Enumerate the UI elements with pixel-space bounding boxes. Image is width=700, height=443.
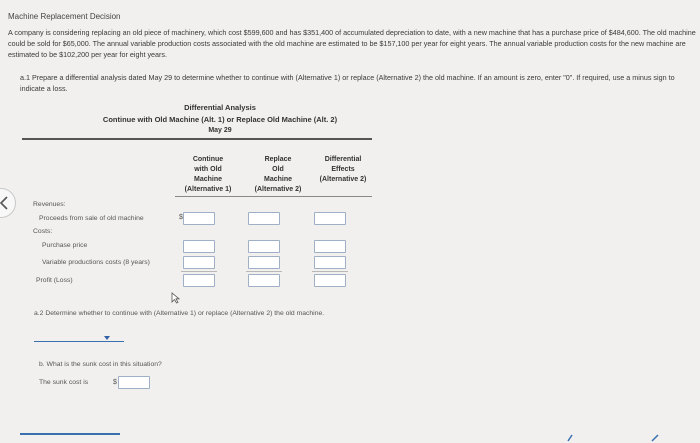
col1-line2: with Old: [194, 166, 222, 173]
column-header-differential: [308, 155, 378, 185]
purchase-diff-input[interactable]: [314, 240, 346, 253]
total-rule-alt2: [246, 271, 282, 272]
sunk-currency-symbol: $: [113, 379, 117, 386]
col2-line4: (Alternative 2): [254, 186, 302, 193]
page-title: Machine Replacement Decision: [8, 12, 121, 21]
purchase-alt2-input[interactable]: [248, 240, 280, 253]
col1-line4: (Alternative 1): [184, 186, 232, 193]
row-label-revenues: Revenues:: [33, 201, 66, 208]
col3-line3: Effects: [331, 166, 355, 173]
col3-line4: (Alternative 2): [319, 176, 367, 183]
col1-line1: Continue: [192, 156, 224, 163]
sunk-cost-input[interactable]: [118, 376, 150, 389]
analysis-subheading: Continue with Old Machine (Alt. 1) or Replace Old Machine (Alt. 2): [102, 115, 338, 124]
col2-line2: Old: [272, 166, 284, 173]
profit-alt2-input[interactable]: [248, 274, 280, 287]
header-rule: [22, 138, 372, 140]
row-label-costs: Costs:: [33, 228, 53, 235]
back-button[interactable]: [0, 188, 16, 218]
analysis-heading: Differential Analysis: [184, 103, 256, 112]
proceeds-alt2-input[interactable]: [248, 212, 280, 225]
analysis-date: May 29: [208, 127, 232, 134]
col3-line2: Differential: [324, 156, 362, 163]
question-b: b. What is the sunk cost in this situation?: [39, 361, 162, 368]
col1-line3: Machine: [193, 176, 222, 183]
col2-line3: Machine: [263, 176, 292, 183]
variable-diff-input[interactable]: [314, 256, 346, 269]
decision-dropdown[interactable]: [34, 331, 124, 342]
proceeds-diff-input[interactable]: [314, 212, 346, 225]
total-rule-diff: [312, 271, 348, 272]
variable-alt1-input[interactable]: [183, 256, 215, 269]
chevron-left-icon: [0, 196, 8, 210]
column-header-alt2: [242, 155, 314, 195]
row-label-proceeds: Proceeds from sale of old machine: [39, 215, 144, 222]
caret-down-icon: [104, 336, 110, 340]
purchase-alt1-input[interactable]: [183, 240, 215, 253]
profit-alt1-input[interactable]: [183, 274, 215, 287]
mouse-cursor-icon: [171, 292, 180, 304]
column-header-alt1: [172, 155, 244, 195]
question-a2: a.2 Determine whether to continue with (Alternative 1) or replace (Alternative 2) the old machine.: [34, 310, 325, 317]
problem-description: A company is considering replacing an old piece of machinery, which cost $599,600 and has $351,400 of accumulated depreciation to date, with a new machine that has a purchase price of $484,600. The old machine could be sold for $65,000. The annual variable production costs associated with the old machine are estimated to be $157,100 per year for eight years. The annual variable production costs for the new machine are estimated to be $102,200 per year for eight years.: [8, 28, 696, 59]
question-a1: a.1 Prepare a differential analysis dated May 29 to determine whether to continue with (Alternative 1) or replace (Alternative 2) the old machine. If an amount is zero, enter "0". If required, use a minus sign to indicate a loss.: [20, 73, 675, 93]
sunk-cost-label: The sunk cost is: [39, 379, 89, 386]
partial-progress-icon: [566, 432, 666, 442]
row-label-variable: Variable productions costs (8 years): [42, 259, 150, 266]
total-rule-alt1: [181, 271, 217, 272]
currency-symbol: $: [179, 214, 183, 221]
row-label-purchase: Purchase price: [42, 242, 88, 249]
col2-line1: Replace: [264, 156, 292, 163]
row-label-profit: Profit (Loss): [36, 277, 73, 284]
proceeds-alt1-input[interactable]: [183, 212, 215, 225]
column-header-rule: [175, 196, 372, 197]
profit-diff-input[interactable]: [314, 274, 346, 287]
bottom-accent-bar: [20, 433, 120, 435]
variable-alt2-input[interactable]: [248, 256, 280, 269]
